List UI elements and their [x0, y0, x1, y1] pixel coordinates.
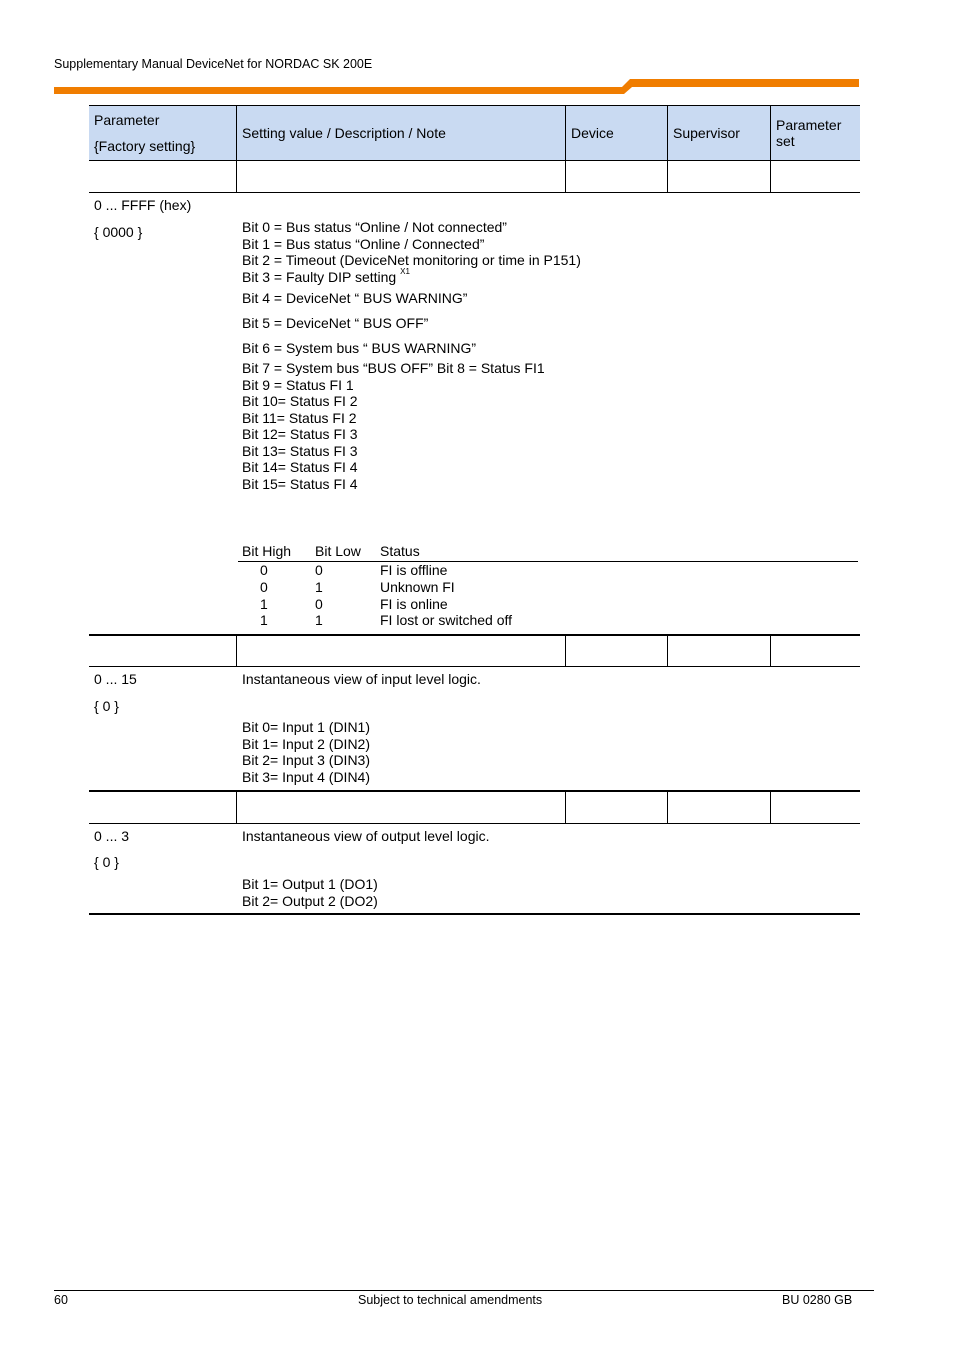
row-divider	[89, 823, 860, 824]
col-divider	[236, 106, 237, 160]
bit-line: Bit 2 = Timeout (DeviceNet monitoring or time in P151)	[242, 252, 581, 268]
bit-line: Bit 3 = Faulty DIP setting $^{X1}$	[242, 266, 410, 285]
status-cell: 1	[315, 612, 323, 628]
bit-line: Bit 5 = DeviceNet “ BUS OFF”	[242, 315, 429, 331]
bit-line: Bit 1= Output 1 (DO1)	[242, 876, 378, 892]
status-cell: 0	[260, 562, 268, 578]
col-divider	[770, 106, 771, 160]
document-title: Supplementary Manual DeviceNet for NORDAC SK 200E	[54, 57, 373, 71]
col-divider	[667, 106, 668, 160]
bit-line: Bit 15= Status FI 4	[242, 475, 358, 492]
header-parameter: Parameter	[94, 112, 160, 128]
bit-line: Bit 2= Output 2 (DO2)	[242, 892, 378, 909]
status-cell: FI lost or switched off	[380, 612, 513, 628]
status-cell: FI is offline	[380, 562, 448, 578]
status-col-status: Status	[380, 543, 420, 559]
block1-range: 0 ... FFFF (hex)	[94, 197, 192, 213]
header-device: Device	[571, 125, 614, 141]
bit-line: Bit 0= Input 1 (DIN1)	[242, 719, 371, 735]
footnote-marker: X1	[400, 266, 410, 276]
status-cell: 1	[315, 579, 323, 595]
block1-bits-b	[242, 360, 545, 492]
bit-line: Bit 13= Status FI 3	[242, 442, 358, 459]
col-divider	[565, 792, 566, 823]
status-cell: 0	[260, 579, 268, 595]
row-divider	[89, 192, 860, 193]
col-divider	[667, 636, 668, 666]
block1-bits-a	[242, 219, 581, 285]
footer-rule	[54, 1290, 874, 1291]
row-divider	[89, 634, 860, 636]
table-top-border	[89, 105, 860, 106]
block3-bits	[242, 876, 378, 909]
row-divider	[89, 666, 860, 667]
col-divider	[667, 161, 668, 192]
block3-default: { 0 }	[94, 854, 119, 870]
col-divider	[565, 636, 566, 666]
bit-line: Bit 9 = Status FI 1	[242, 376, 354, 393]
header-supervisor: Supervisor	[673, 125, 740, 141]
block2-range: 0 ... 15	[94, 671, 137, 687]
header-parameter-set: Parameter	[776, 117, 842, 133]
bit-line: Bit 12= Status FI 3	[242, 426, 358, 442]
header-parameter-set-2: set	[776, 133, 795, 149]
bit-line: Bit 10= Status FI 2	[242, 393, 358, 409]
header-setting-value: Setting value / Description / Note	[242, 125, 446, 141]
page-number: 60	[54, 1293, 68, 1307]
col-divider	[770, 636, 771, 666]
col-divider	[236, 161, 237, 192]
bit-line: Bit 1= Input 2 (DIN2)	[242, 735, 371, 752]
status-col-bit-high: Bit High	[242, 543, 292, 559]
document-id: BU 0280 GB	[782, 1293, 853, 1307]
bit-line: Bit 3= Input 4 (DIN4)	[242, 768, 371, 785]
status-cell: 1	[260, 612, 268, 628]
bit-line: Bit 6 = System bus “ BUS WARNING”	[242, 340, 477, 356]
bit-line: Bit 2= Input 3 (DIN3)	[242, 752, 371, 768]
block3-description: Instantaneous view of output level logic.	[242, 828, 490, 844]
block1-default: { 0000 }	[94, 224, 143, 240]
col-divider	[667, 792, 668, 823]
bit-line: Bit 1 = Bus status “Online / Connected”	[242, 235, 485, 252]
col-divider	[236, 636, 237, 666]
block3-range: 0 ... 3	[94, 828, 130, 844]
status-cell: 0	[315, 596, 323, 612]
status-cell: FI is online	[380, 596, 448, 612]
col-divider	[565, 106, 566, 160]
table-bottom-border	[89, 913, 860, 915]
bit-line: Bit 0 = Bus status “Online / Not connected”	[242, 219, 507, 235]
bit-line: Bit 4 = DeviceNet “ BUS WARNING”	[242, 290, 468, 306]
status-col-bit-low: Bit Low	[315, 543, 361, 559]
table-header-background	[89, 106, 860, 160]
col-divider	[236, 792, 237, 823]
footer-note: Subject to technical amendments	[358, 1293, 543, 1307]
col-divider	[770, 161, 771, 192]
header-factory-setting: {Factory setting}	[94, 138, 196, 154]
bit-line: Bit 11= Status FI 2	[242, 409, 357, 426]
status-cell: Unknown FI	[380, 579, 455, 595]
block2-default: { 0 }	[94, 698, 119, 714]
status-table-rule	[238, 561, 858, 562]
row-divider	[89, 790, 860, 792]
col-divider	[565, 161, 566, 192]
table-header-bottom-border	[89, 160, 860, 161]
block2-description: Instantaneous view of input level logic.	[242, 671, 481, 687]
status-cell: 0	[315, 562, 323, 578]
col-divider	[770, 792, 771, 823]
bit-line: Bit 7 = System bus “BUS OFF” Bit 8 = Status FI1	[242, 360, 545, 376]
bit-line: Bit 14= Status FI 4	[242, 459, 358, 475]
block2-bits	[242, 719, 370, 785]
header-accent-bar	[54, 77, 859, 95]
status-cell: 1	[260, 596, 268, 612]
